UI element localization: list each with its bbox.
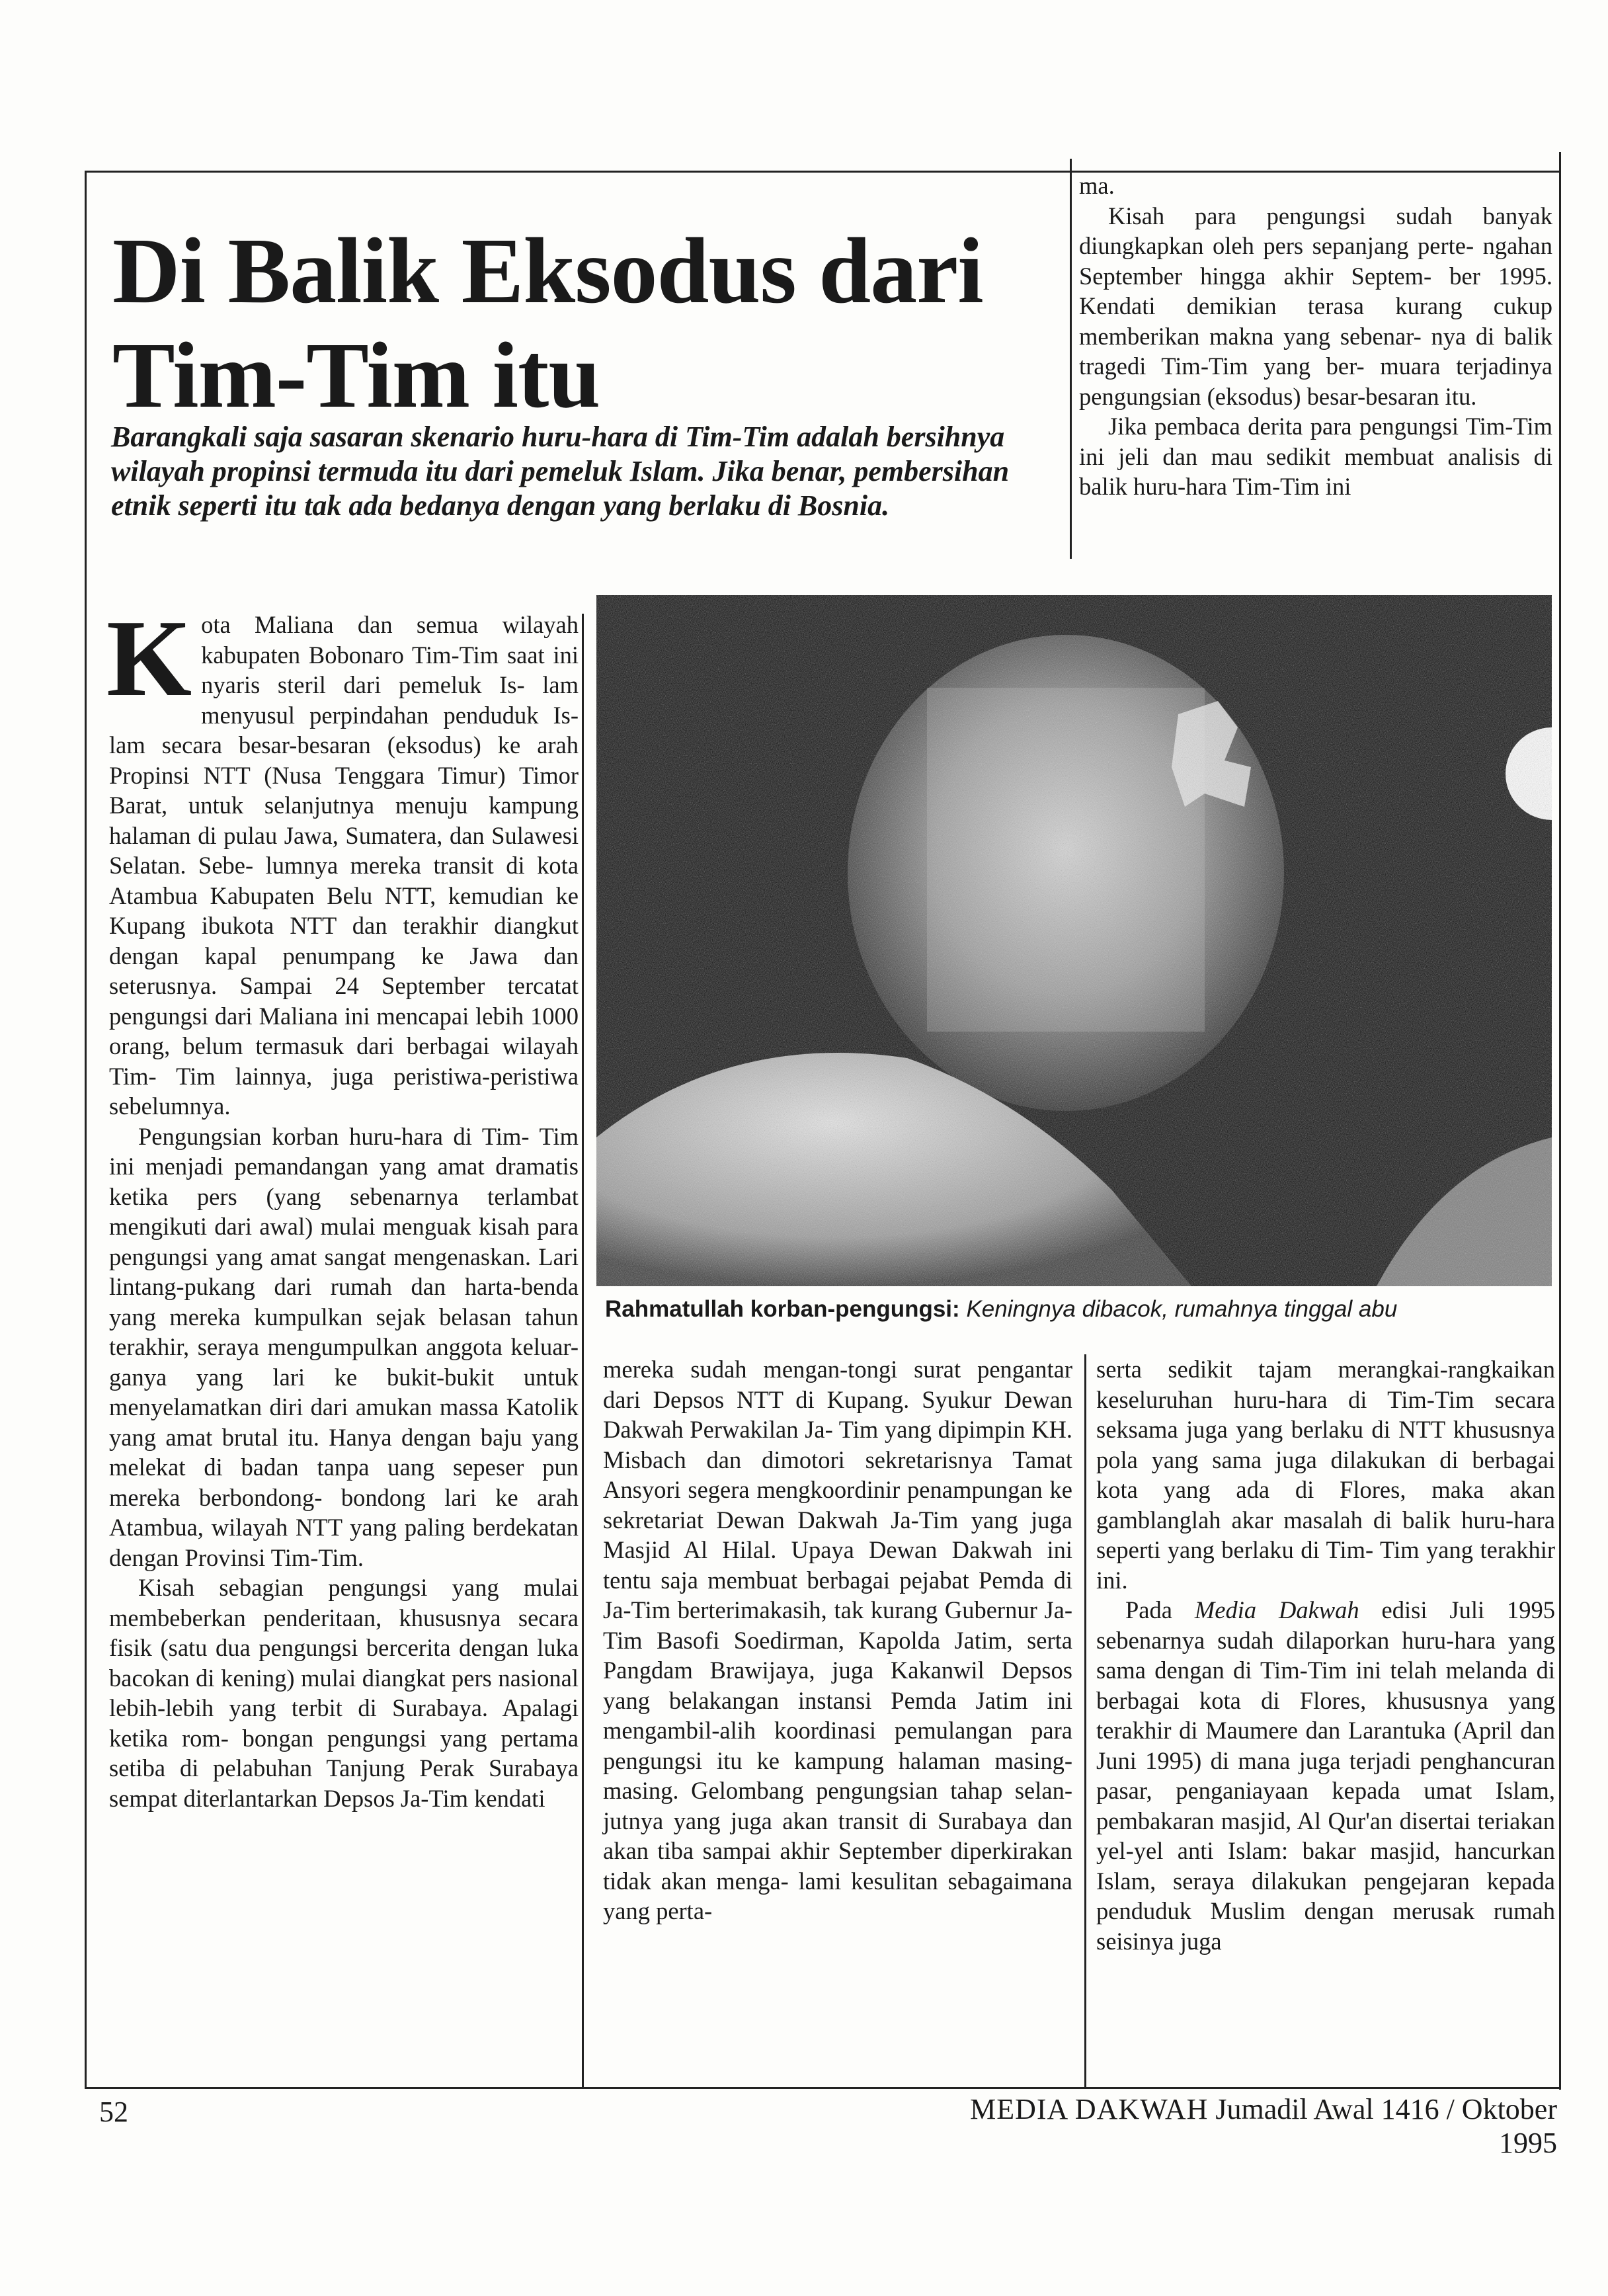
issue-line xyxy=(926,2092,1557,2160)
column-left xyxy=(106,597,579,1813)
paragraph-text: Pada xyxy=(1125,1596,1195,1623)
photo-caption xyxy=(605,1295,1557,1324)
drop-cap: K xyxy=(106,597,192,719)
paragraph xyxy=(106,597,579,1122)
frame-left-rule xyxy=(85,171,87,2088)
paragraph-text: ota Maliana dan semua wilayah kabupaten Bobonaro Tim-Tim saat ini nyaris steril dari pemeluk Is- lam menyusul perpindahan penduduk Is- lam secara besar-besaran (eksodus) ke arah Propinsi NTT (Nusa Tenggara Timur) Timor Barat, untuk selanjutnya menuju kampung halaman di pulau Jawa, Sumatera, dan Sulawesi Selatan. Sebe- lumnya mereka transit di kota Atambua Kabupaten Belu NTT, kemudian ke Kupang ibukota NTT dan terakhir diangkut dengan kapal penumpang ke Jawa dan seterusnya. Sampai 24 September tercatat pengungsi dari Maliana ini mencapai lebih 1000 orang, belum termasuk dari berbagai wilayah Tim- Tim lainnya, juga peristiwa-peristiwa sebelumnya. xyxy=(109,611,579,1120)
publication-name: Media Dakwah xyxy=(1194,1596,1359,1623)
paragraph: Pengungsian korban huru-hara di Tim- Tim ini menjadi pemandangan yang amat dramatis ketika pers (yang sebenarnya terlambat mengikuti dari awal) mulai menguak kisah para pengungsi yang amat sangat mengenaskan. Lari lintang-pukang dari rumah dan harta-benda yang mereka kumpulkan sejak belasan tahun terakhir, seraya mengumpulkan anggota keluar- ganya yang lari ke bukit-bukit untuk menyelamatkan diri dari amukan massa Katolik yang amat brutal itu. Hanya dengan baju yang melekat di badan tanpa uang sepeser pun mereka berbondong- bondong lari ke arah Atambua, wilayah NTT yang paling berdekatan dengan Provinsi Tim-Tim. xyxy=(109,1122,579,1571)
frame-bottom-rule xyxy=(85,2087,1560,2089)
photo-portrait xyxy=(596,595,1552,1286)
page-number: 52 xyxy=(99,2096,128,2128)
paragraph: serta sedikit tajam merangkai-rangkaikan keseluruhan huru-hara di Tim-Tim secara seksama juga yang berlaku di NTT khususnya pola yang sama juga dilakukan di berbagai kota yang ada di Flores, maka akan gamblanglah akar masalah di balik huru-hara seperti yang berlaku di Tim- Tim yang terakhir ini. xyxy=(1096,1356,1555,1594)
column-right xyxy=(1096,1354,1555,1956)
paragraph: Kisah sebagian pengungsi yang mulai membeberkan penderitaan, khususnya secara fisik (satu dua pengungsi bercerita dengan luka bacokan di kening) mulai diangkat pers nasional lebih-lebih yang terbit di Surabaya. Apalagi ketika rom- bongan pengungsi yang pertama setiba di pelabuhan Tanjung Perak Surabaya sempat diterlantarkan Depsos Ja-Tim kendati xyxy=(109,1574,579,1812)
paragraph: Jika pembaca derita para pengungsi Tim-Tim ini jeli dan mau sedikit membuat analisis di balik huru-hara Tim-Tim ini xyxy=(1079,413,1552,500)
caption-label: Rahmatullah korban-pengungsi: xyxy=(605,1296,960,1322)
column-divider xyxy=(1070,159,1072,559)
magazine-brand: MEDIA DAKWAH xyxy=(970,2093,1209,2125)
column-middle xyxy=(603,1354,1072,1926)
paragraph: ma. xyxy=(1079,172,1115,199)
paragraph-text: edisi Juli 1995 sebenarnya sudah dilaporkan huru-hara yang sama dengan di Tim-Tim ini telah melanda di berbagai kota di Flores, khususnya yang terakhir di Maumere dan Larantuka (April dan Juni 1995) di mana juga terjadi penghancuran pasar, penganiayaan kepada umat Islam, pembakaran masjid, Al Qur'an disertai teriakan yel-yel anti Islam: bakar masjid, hancurkan Islam, seraya dilakukan pengejaran kepada penduduk Muslim dengan merusak rumah seisinya juga xyxy=(1096,1596,1555,1955)
issue-date: Jumadil Awal 1416 / Oktober 1995 xyxy=(1215,2093,1557,2159)
caption-text: Keningnya dibacok, rumahnya tinggal abu xyxy=(966,1296,1398,1322)
column-divider xyxy=(1084,1354,1086,2087)
paragraph: Kisah para pengungsi sudah banyak diungkapkan oleh pers sepanjang perte- ngahan September hingga akhir Septem- ber 1995. Kendati demikian terasa kurang cukup memberikan makna yang sebenar- nya di balik tragedi Tim-Tim yang ber- muara terjadinya pengungsian (eksodus) besar-besaran itu. xyxy=(1079,202,1552,410)
article-photo xyxy=(596,595,1552,1286)
paragraph: mereka sudah mengan-tongi surat pengantar dari Depsos NTT di Kupang. Syukur Dewan Dakwah Perwakilan Ja- Tim yang dipimpin KH. Misbach dan dimotori sekretarisnya Tamat Ansyori segera mengkoordinir penampungan ke sekretariat Dewan Dakwah Ja-Tim yang juga Masjid Al Hilal. Upaya Dewan Dakwah ini tentu saja membuat berbagai pejabat Pemda di Ja-Tim berterimakasih, tak kurang Gubernur Ja-Tim Basofi Soedirman, Kapolda Jatim, serta Pangdam Brawijaya, juga Kakanwil Depsos yang belakangan instansi Pemda Jatim ini mengambil-alih koordinasi pemulangan para pengungsi itu ke kampung halaman masing-masing. Gelombang pengungsian tahap selan-jutnya yang juga akan transit di Surabaya dan akan tiba sampai akhir September diperkirakan tidak akan menga- lami kesulitan sebagaimana yang perta- xyxy=(603,1356,1072,1924)
title-line-1: Di Balik Eksodus dari xyxy=(112,218,983,323)
article-title xyxy=(112,218,1058,427)
article-deck: Barangkali saja sasaran skenario huru-hara di Tim-Tim adalah bersihnya wilayah propinsi termuda itu dari pemeluk Islam. Jika benar, pembersihan etnik seperti itu tak ada bedanya dengan yang berlaku di Bosnia. xyxy=(111,421,1010,522)
paragraph xyxy=(1096,1595,1555,1956)
title-line-2: Tim-Tim itu xyxy=(112,323,600,427)
column-divider xyxy=(582,614,584,2087)
column-divider xyxy=(1559,1354,1561,2087)
column-top-right xyxy=(1079,171,1552,502)
